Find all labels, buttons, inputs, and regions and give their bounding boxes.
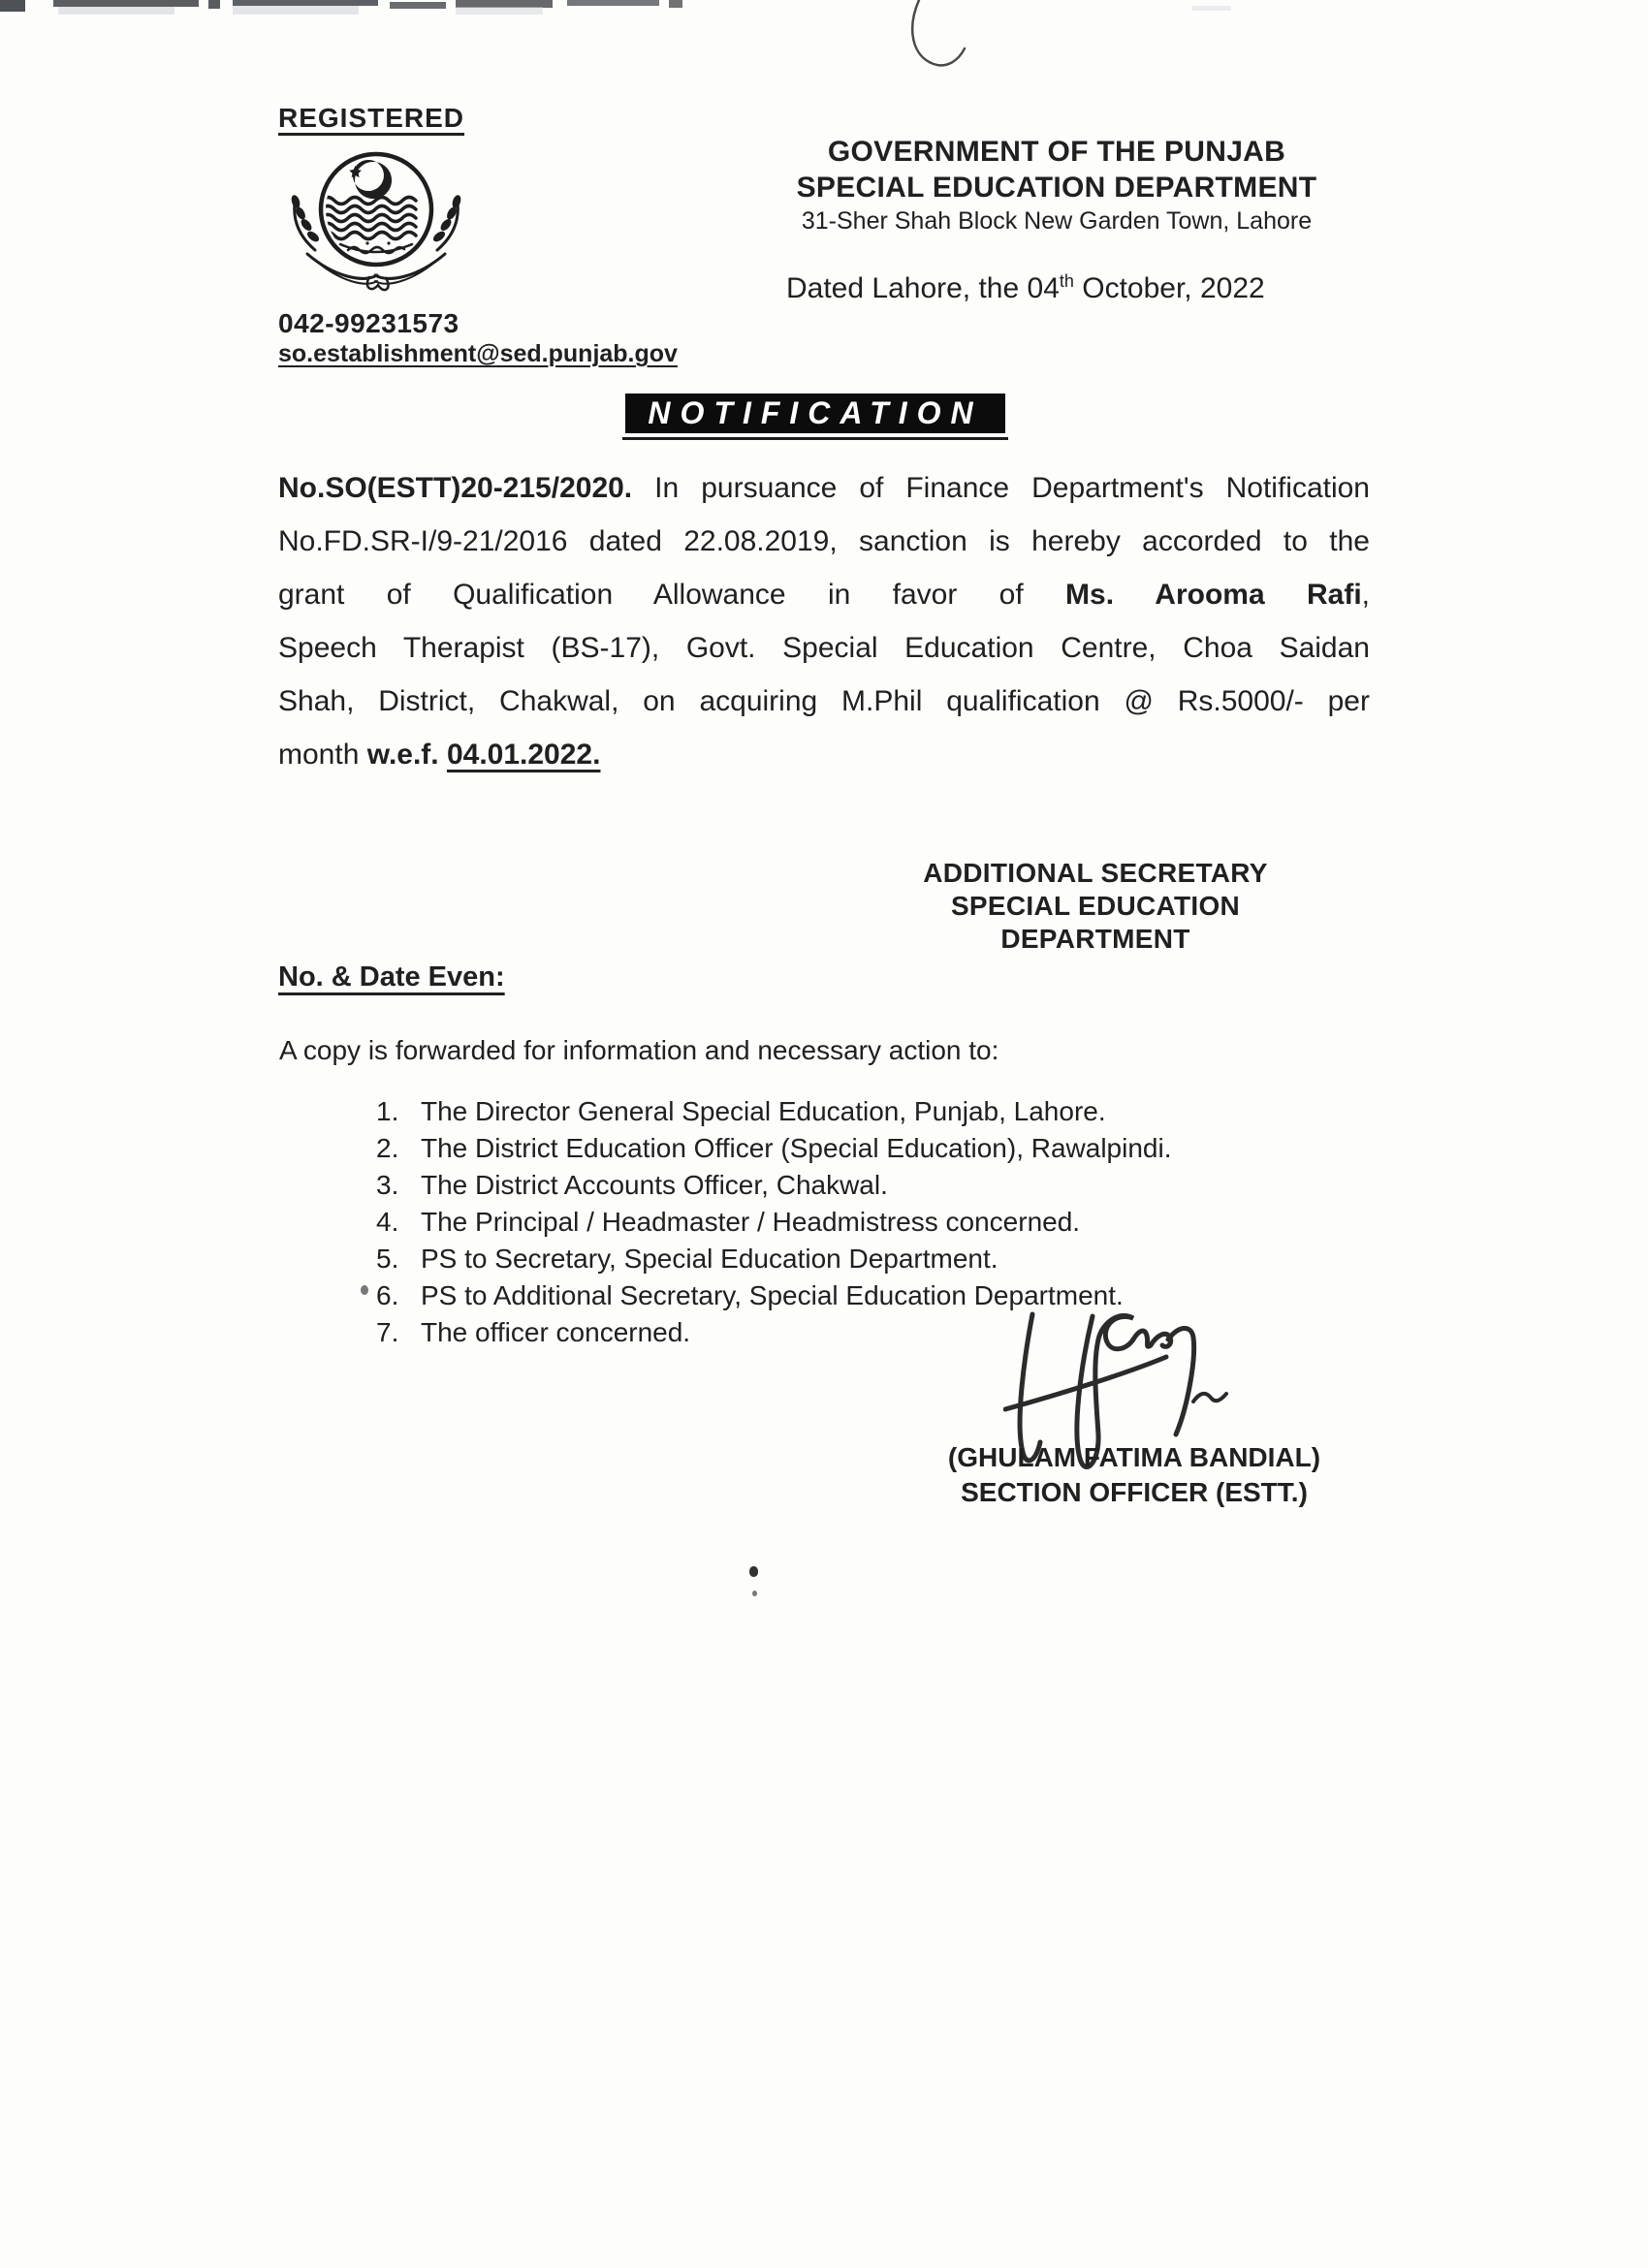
date-ordinal-suffix: th: [1059, 271, 1074, 291]
text-segment: month: [278, 739, 367, 771]
body-line: [278, 515, 1370, 568]
scan-artifact: [361, 1285, 368, 1295]
signatory-title: SECTION OFFICER (ESTT.): [961, 1477, 1308, 1507]
department-title: SPECIAL EDUCATION DEPARTMENT: [796, 172, 1317, 204]
body-line: [278, 461, 1370, 515]
scan-artifact: [233, 6, 359, 15]
signatory-designation-line: ADDITIONAL SECRETARY: [923, 858, 1268, 888]
list-item-text: The Director General Special Education, Punjab, Lahore.: [421, 1096, 1106, 1126]
list-item-number: 4.: [376, 1207, 399, 1237]
notification-body: [278, 461, 1370, 781]
list-item-number: 5.: [376, 1244, 399, 1274]
ink-dot: [752, 1591, 757, 1596]
notification-title: [625, 394, 1005, 433]
forwarding-intro: A copy is forwarded for information and necessary action to:: [279, 1035, 999, 1065]
reference-label: No. & Date Even:: [278, 961, 505, 992]
list-item-text: PS to Secretary, Special Education Department.: [421, 1244, 998, 1274]
list-item-text: The District Accounts Officer, Chakwal.: [421, 1170, 888, 1200]
signatory-name: (GHULAM FATIMA BANDIAL): [947, 1442, 1321, 1472]
phone-number: 042-99231573: [278, 308, 460, 338]
department-header: [771, 134, 1343, 237]
date-text: Dated Lahore, the 04: [786, 272, 1060, 304]
list-item-number: 2.: [376, 1133, 399, 1163]
list-item-text: PS to Additional Secretary, Special Education Department.: [421, 1280, 1124, 1310]
scan-artifact: [456, 7, 543, 15]
text-segment: In pursuance of Finance Department's Notification: [632, 472, 1370, 504]
text-segment: 04.01.2022.: [446, 739, 601, 771]
list-item-number: 3.: [376, 1170, 399, 1200]
body-line: [278, 728, 1370, 781]
scan-artifact: [1192, 6, 1231, 11]
signatory-designation-line: SPECIAL EDUCATION: [950, 891, 1241, 921]
scan-artifact: [208, 0, 220, 9]
list-item-text: The Principal / Headmaster / Headmistress concerned.: [421, 1207, 1081, 1237]
list-item-number: 1.: [376, 1096, 399, 1126]
list-item-text: The officer concerned.: [421, 1317, 691, 1347]
list-item: [376, 1204, 1172, 1241]
text-segment: grant of Qualification Allowance in favor of: [278, 579, 1066, 611]
date-text: October, 2022: [1073, 272, 1265, 304]
text-segment: Shah, District, Chakwal, on acquiring M.Phil qualification @ Rs.5000/- per: [278, 685, 1370, 717]
list-item: [376, 1167, 1172, 1204]
text-segment: ,: [1361, 579, 1370, 611]
notification-title-text: NOTIFICATION: [648, 395, 983, 430]
list-item-number: 6.: [376, 1280, 399, 1310]
body-line: [278, 621, 1370, 675]
scan-artifact: [53, 0, 199, 7]
scan-artifact: [567, 0, 659, 6]
list-item-text: The District Education Officer (Special Education), Rawalpindi.: [421, 1133, 1172, 1163]
date-line: [786, 271, 1265, 305]
government-title: GOVERNMENT OF THE PUNJAB: [827, 136, 1286, 168]
signatory-designation: [902, 857, 1289, 956]
text-segment: No.FD.SR-I/9-21/2016 dated 22.08.2019, sanction is hereby accorded to the: [278, 525, 1370, 557]
text-segment: Ms. Arooma Rafi: [1065, 579, 1362, 611]
text-segment: Speech Therapist (BS-17), Govt. Special Education Centre, Choa Saidan: [278, 632, 1370, 664]
department-address: 31-Sher Shah Block New Garden Town, Lahore: [801, 207, 1313, 235]
email-address: so.establishment@sed.punjab.gov: [278, 340, 678, 367]
signatory-designation-line: DEPARTMENT: [1000, 924, 1190, 954]
ink-dot: [749, 1566, 758, 1577]
scan-artifact: [58, 7, 174, 15]
scan-artifact: [669, 0, 682, 8]
list-item: [376, 1241, 1172, 1277]
list-item-number: 7.: [376, 1317, 399, 1347]
list-item: [376, 1093, 1172, 1130]
body-line: [278, 675, 1370, 728]
text-segment: No.SO(ESTT)20-215/2020.: [278, 472, 633, 504]
notification-underline: [622, 437, 1008, 440]
scan-artifact: [390, 2, 446, 9]
body-line: [278, 568, 1370, 621]
registered-label: REGISTERED: [278, 103, 465, 133]
list-item: [376, 1130, 1172, 1167]
scan-artifact: [0, 0, 25, 12]
text-segment: w.e.f.: [366, 739, 447, 771]
scan-crease-mark: [897, 0, 984, 82]
punjab-government-logo: [284, 145, 473, 300]
